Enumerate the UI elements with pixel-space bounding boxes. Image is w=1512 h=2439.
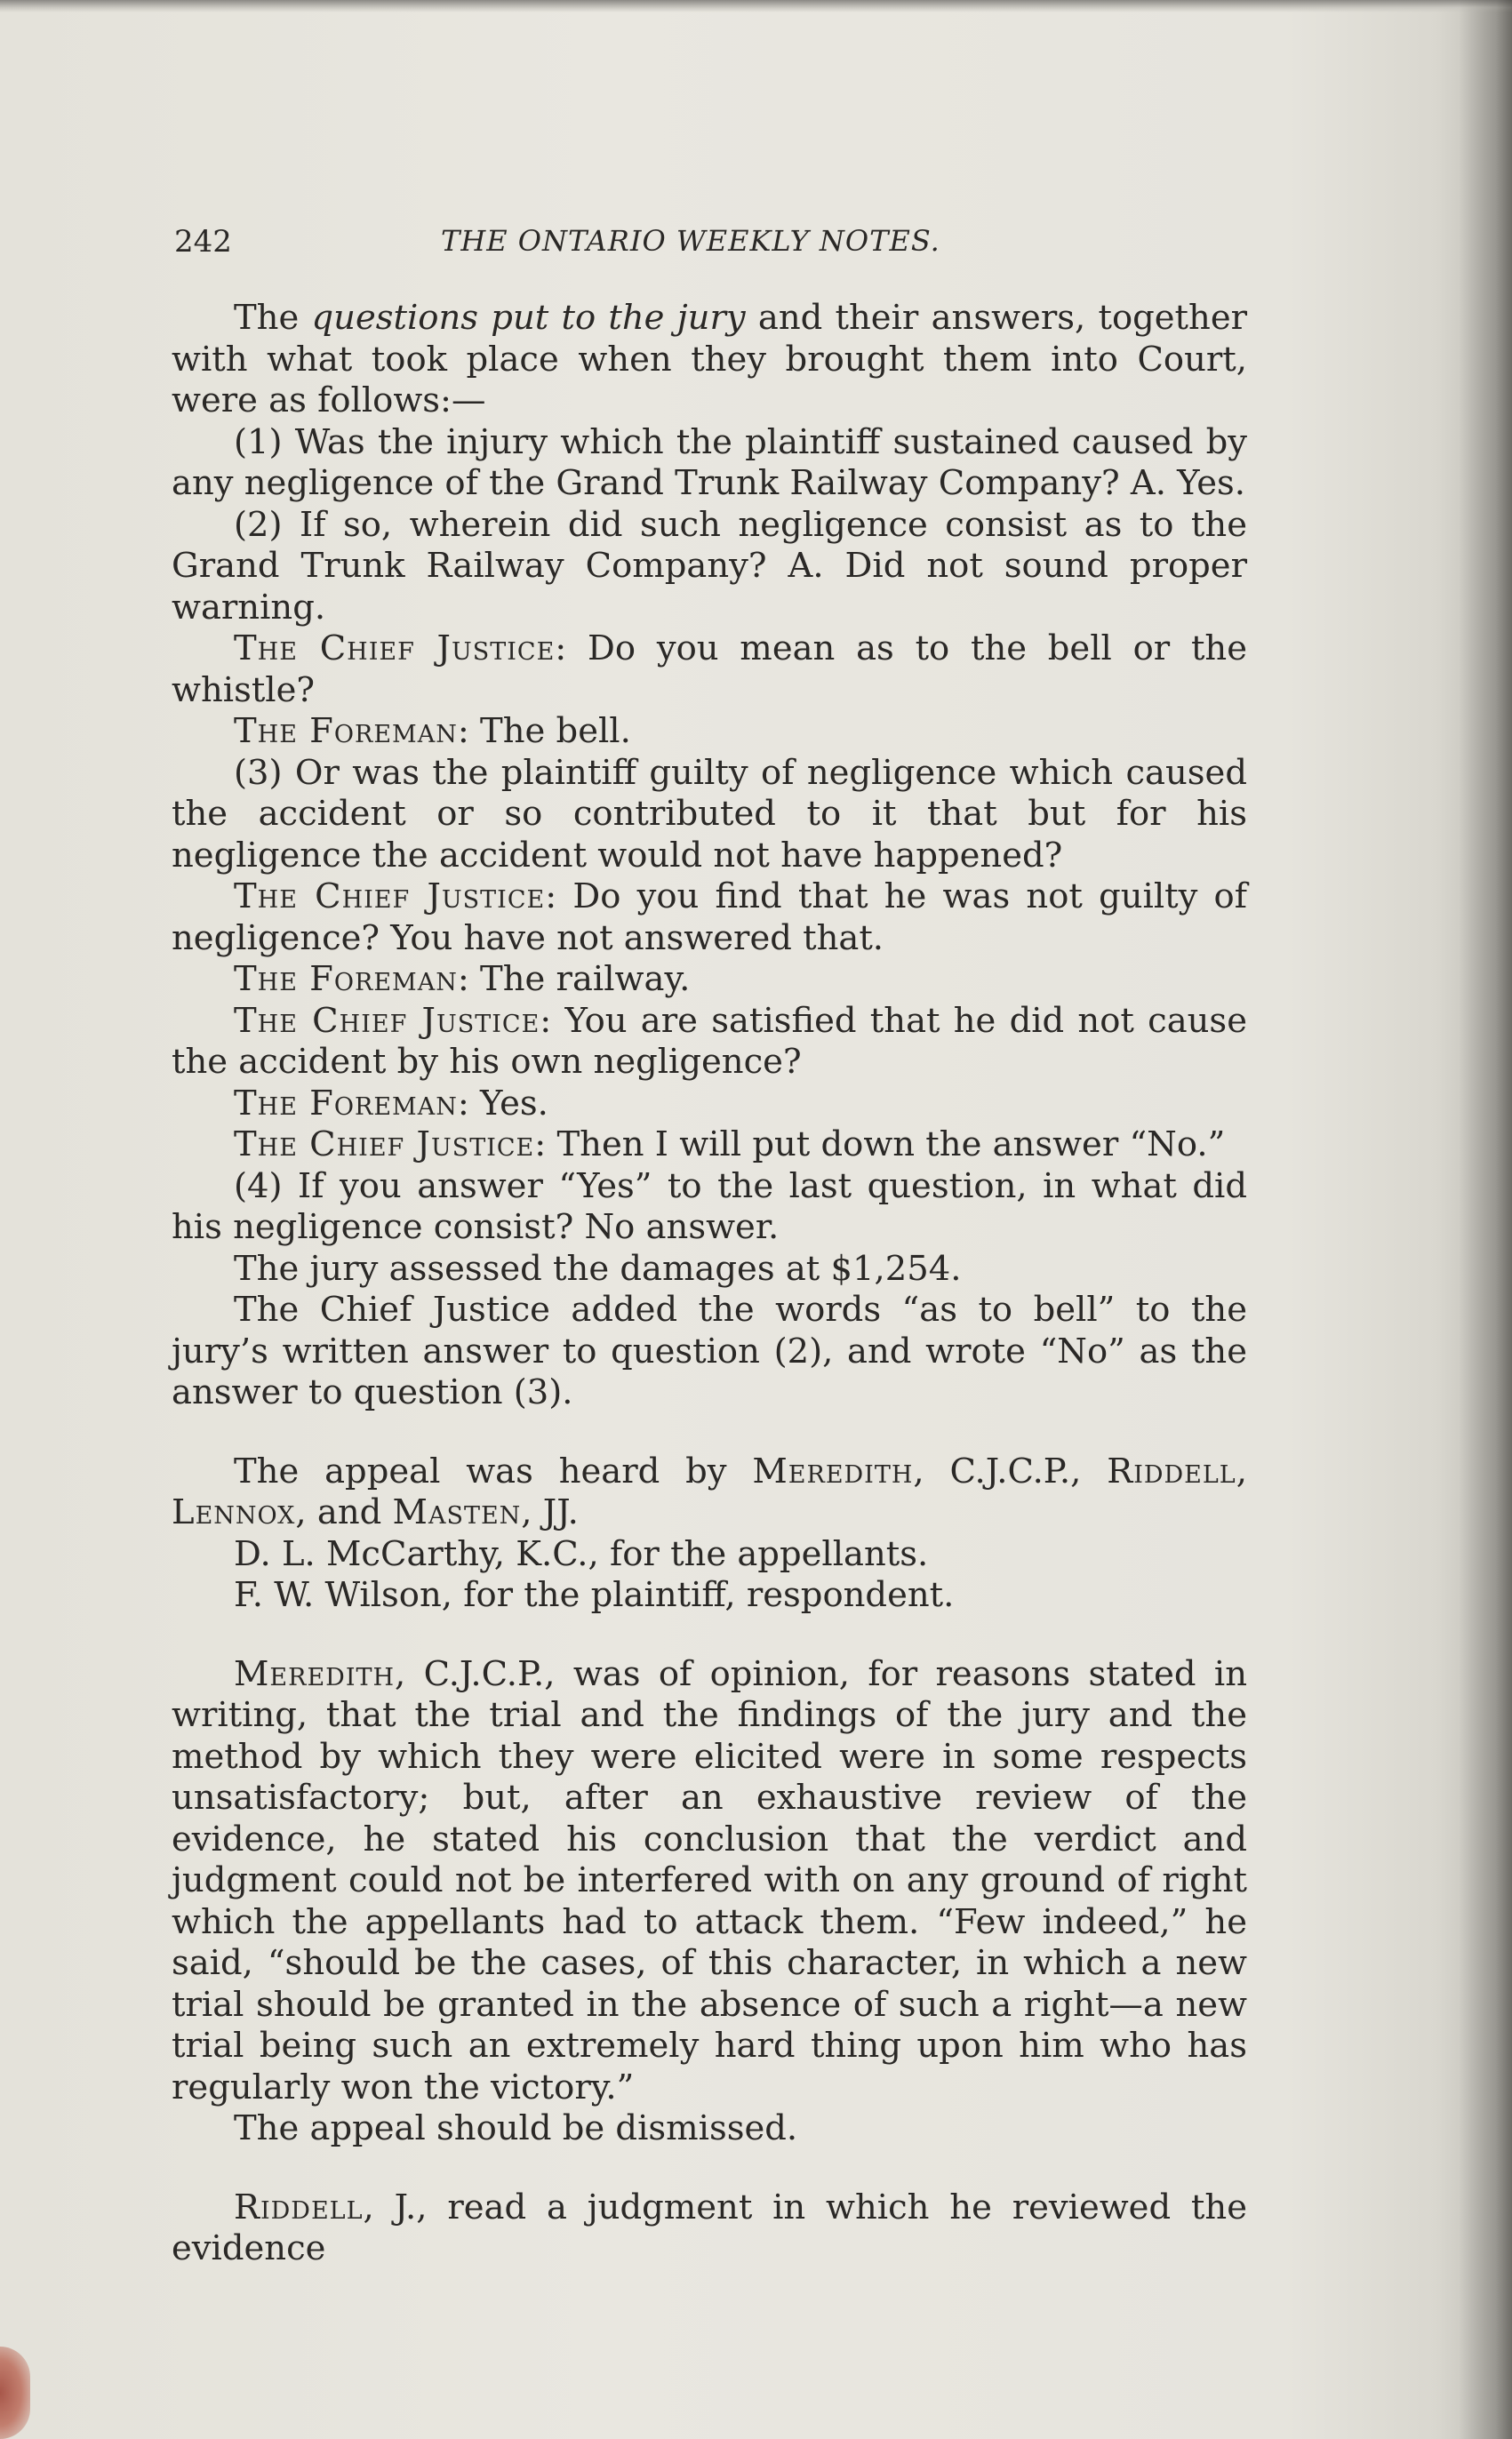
judge-lennox: Lennox [172, 1492, 296, 1532]
speaker-chief-justice: The Chief Justice [234, 1000, 540, 1041]
judge-riddell: Riddell [234, 2187, 364, 2227]
binding-shadow [1459, 0, 1512, 2439]
body-text [172, 298, 1247, 2270]
judge-masten: Masten [392, 1492, 522, 1532]
counsel-respondent: F. W. Wilson, for the plaintiff, respondent. [234, 1575, 955, 1615]
appeal-heard-paragraph: The appeal was heard by Meredith, C.J.C.P., Riddell, Lennox, and Masten, JJ. [172, 1451, 1247, 1532]
dialogue-line: The Chief Justice: You are satisfied that he did not cause the accident by his own negligence? [172, 1000, 1247, 1082]
judge-meredith: Meredith [234, 1653, 396, 1694]
meredith-opinion-paragraph: Meredith, C.J.C.P., was of opinion, for reasons stated in writing, that the trial and the findings of the jury and the method by which they were elicited were in some respects unsatisfactory; but, after an exhaustive review of the evidence, he stated his conclusion that the verdict and judgment could not be interfered with on any ground of right which the appellants had to attack them. “Few indeed,” he said, “should be the cases, of this character, in which a new trial should be granted in the absence of such a right—a new trial being such an extremely hard thing upon him who has regularly won the victory.” [172, 1653, 1247, 2107]
chief-justice-additions: The Chief Justice added the words “as to bell” to the jury’s written answer to question (2), and wrote “No” as the answer to question (3). [172, 1290, 1247, 1412]
intro-italic: questions put to the jury [311, 298, 746, 338]
running-title: THE ONTARIO WEEKLY NOTES. [441, 224, 940, 258]
dialogue-line: The Foreman: The railway. [234, 959, 691, 999]
thumb-edge [0, 2347, 30, 2439]
dialogue-line: The Foreman: Yes. [234, 1083, 548, 1124]
page-top-edge [0, 0, 1512, 12]
question-2: (2) If so, wherein did such negligence consist as to the Grand Trunk Railway Company? A. Did not sound proper warning. [172, 504, 1247, 628]
speaker-chief-justice: The Chief Justice [234, 1124, 535, 1164]
dialogue-line: The Foreman: The bell. [234, 711, 631, 751]
counsel-appellants: D. L. McCarthy, K.C., for the appellants. [234, 1533, 929, 1574]
damages-line: The jury assessed the damages at $1,254. [234, 1248, 962, 1289]
speaker-foreman: The Foreman [234, 1083, 458, 1124]
dismissal-line: The appeal should be dismissed. [234, 2108, 798, 2148]
dialogue-line: The Chief Justice: Then I will put down the answer “No.” [234, 1124, 1226, 1164]
question-1: (1) Was the injury which the plaintiff sustained caused by any negligence of the Grand Trunk Railway Company? A. Yes. [172, 421, 1247, 503]
judge-meredith: Meredith [752, 1451, 914, 1491]
intro-paragraph: The questions put to the jury and their answers, together with what took place when they brought them into Court, were as follows:— [172, 298, 1248, 420]
dialogue-line: The Chief Justice: Do you mean as to the bell or the whistle? [172, 628, 1247, 710]
question-4: (4) If you answer “Yes” to the last question, in what did his negligence consist? No answer. [172, 1165, 1247, 1247]
page-number: 242 [174, 224, 232, 260]
riddell-judgment-paragraph: Riddell, J., read a judgment in which he reviewed the evidence [172, 2187, 1247, 2268]
speaker-foreman: The Foreman [234, 959, 458, 999]
speaker-foreman: The Foreman [234, 711, 458, 751]
question-3: (3) Or was the plaintiff guilty of negligence which caused the accident or so contributed to it that but for his negligence the accident would not have happened? [172, 752, 1247, 876]
running-header [174, 224, 1241, 268]
speaker-chief-justice: The Chief Justice [234, 876, 546, 916]
speaker-chief-justice: The Chief Justice [234, 628, 556, 668]
judge-riddell: Riddell [1107, 1451, 1236, 1491]
dialogue-line: The Chief Justice: Do you find that he was not guilty of negligence? You have not answered that. [172, 876, 1247, 958]
